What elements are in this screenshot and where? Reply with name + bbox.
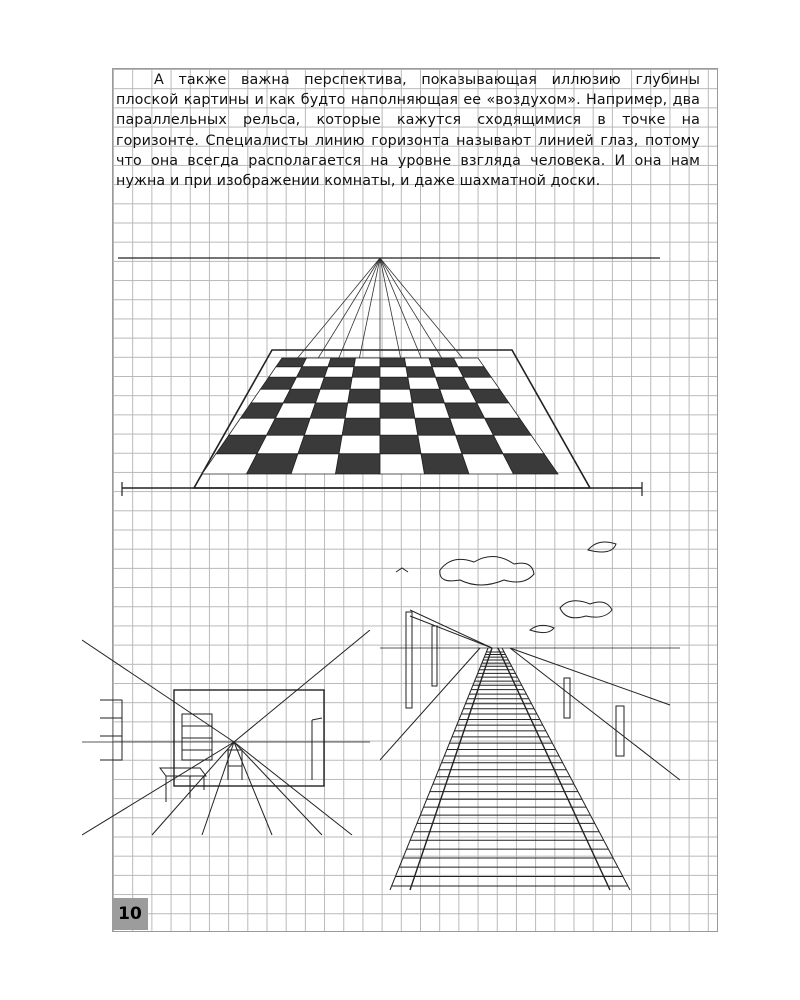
cloud <box>560 601 612 618</box>
chess-cell-dark <box>320 377 352 389</box>
chess-cell-light <box>412 403 450 418</box>
door-top <box>312 718 322 720</box>
chess-cell-dark <box>380 403 415 418</box>
chess-cell-dark <box>421 454 469 474</box>
rail-right <box>498 648 610 890</box>
paragraph-perspective: А также важна перспектива, показывающая иллюзию глубины плоской картины и как будто наполняющая ее «воздухом». Например, два параллельных рельса, которые кажутся сходящимися в точке на горизонте. Специалисты линию горизонта называют линией глаз, потому что она всегда располагается на уровне взгляда человека. И она нам нужна и при изображении комнаты, и даже шахматной доски. <box>116 72 700 190</box>
chess-cell-dark <box>380 435 421 454</box>
telegraph-pole <box>432 626 437 686</box>
chess-cell-light <box>454 358 485 367</box>
chess-cell-light <box>354 358 380 367</box>
chess-cell-dark <box>298 435 342 454</box>
chess-cell-dark <box>406 367 436 377</box>
wire <box>410 610 492 648</box>
side-window <box>100 700 122 760</box>
chess-cell-dark <box>348 389 380 403</box>
chess-cell-dark <box>352 367 380 377</box>
chessboard-perspective-drawing <box>112 240 672 510</box>
chess-cell-light <box>380 418 418 435</box>
chess-cell-light <box>304 418 345 435</box>
chess-cell-dark <box>310 403 348 418</box>
chess-cell-light <box>291 454 339 474</box>
chess-cell-dark <box>328 358 356 367</box>
chess-cell-dark <box>297 367 328 377</box>
track-edge-left <box>390 648 488 890</box>
rail-left <box>410 648 492 890</box>
wire <box>510 648 670 705</box>
chess-cell-dark <box>276 358 307 367</box>
room-ray <box>82 640 234 742</box>
chess-cell-light <box>316 389 351 403</box>
chess-cell-light <box>324 367 354 377</box>
chess-cell-light <box>290 377 324 389</box>
chess-cell-light <box>380 454 425 474</box>
room-ray <box>234 742 352 835</box>
room-ray <box>234 742 272 835</box>
cloud <box>530 625 554 632</box>
room-ray <box>202 742 234 835</box>
chess-cell-light <box>405 358 433 367</box>
cloud <box>440 556 534 585</box>
chess-cell-dark <box>415 418 456 435</box>
room-ray <box>234 630 370 742</box>
cloud <box>588 542 616 552</box>
chess-cell-light <box>380 367 408 377</box>
cabinet <box>182 714 212 760</box>
chess-cell-dark <box>380 377 410 389</box>
chess-cell-dark <box>429 358 458 367</box>
room-perspective-drawing <box>82 630 372 845</box>
chess-cell-light <box>463 377 499 389</box>
page-number: 10 <box>112 898 148 930</box>
table-top <box>160 768 206 776</box>
chess-cell-dark <box>470 389 509 403</box>
chess-cell-dark <box>342 418 380 435</box>
chess-cell-light <box>302 358 331 367</box>
chess-cell-light <box>408 377 440 389</box>
railway-perspective-drawing <box>380 530 680 900</box>
body-text <box>116 70 700 191</box>
chess-cell-light <box>477 403 520 418</box>
chess-cell-light <box>339 435 380 454</box>
chess-cell-dark <box>336 454 381 474</box>
chess-cell-light <box>345 403 380 418</box>
chess-cell-dark <box>380 358 406 367</box>
telegraph-pole <box>406 612 412 708</box>
chess-cell-dark <box>458 367 491 377</box>
telegraph-pole <box>564 678 570 718</box>
wire <box>410 616 492 648</box>
room-ray <box>82 742 234 835</box>
chess-cell-light <box>380 389 412 403</box>
bird <box>396 568 408 572</box>
room-ray <box>152 742 234 835</box>
room-ray <box>234 742 322 835</box>
chess-cell-light <box>418 435 462 454</box>
chess-cell-dark <box>410 389 445 403</box>
chess-cell-light <box>350 377 380 389</box>
